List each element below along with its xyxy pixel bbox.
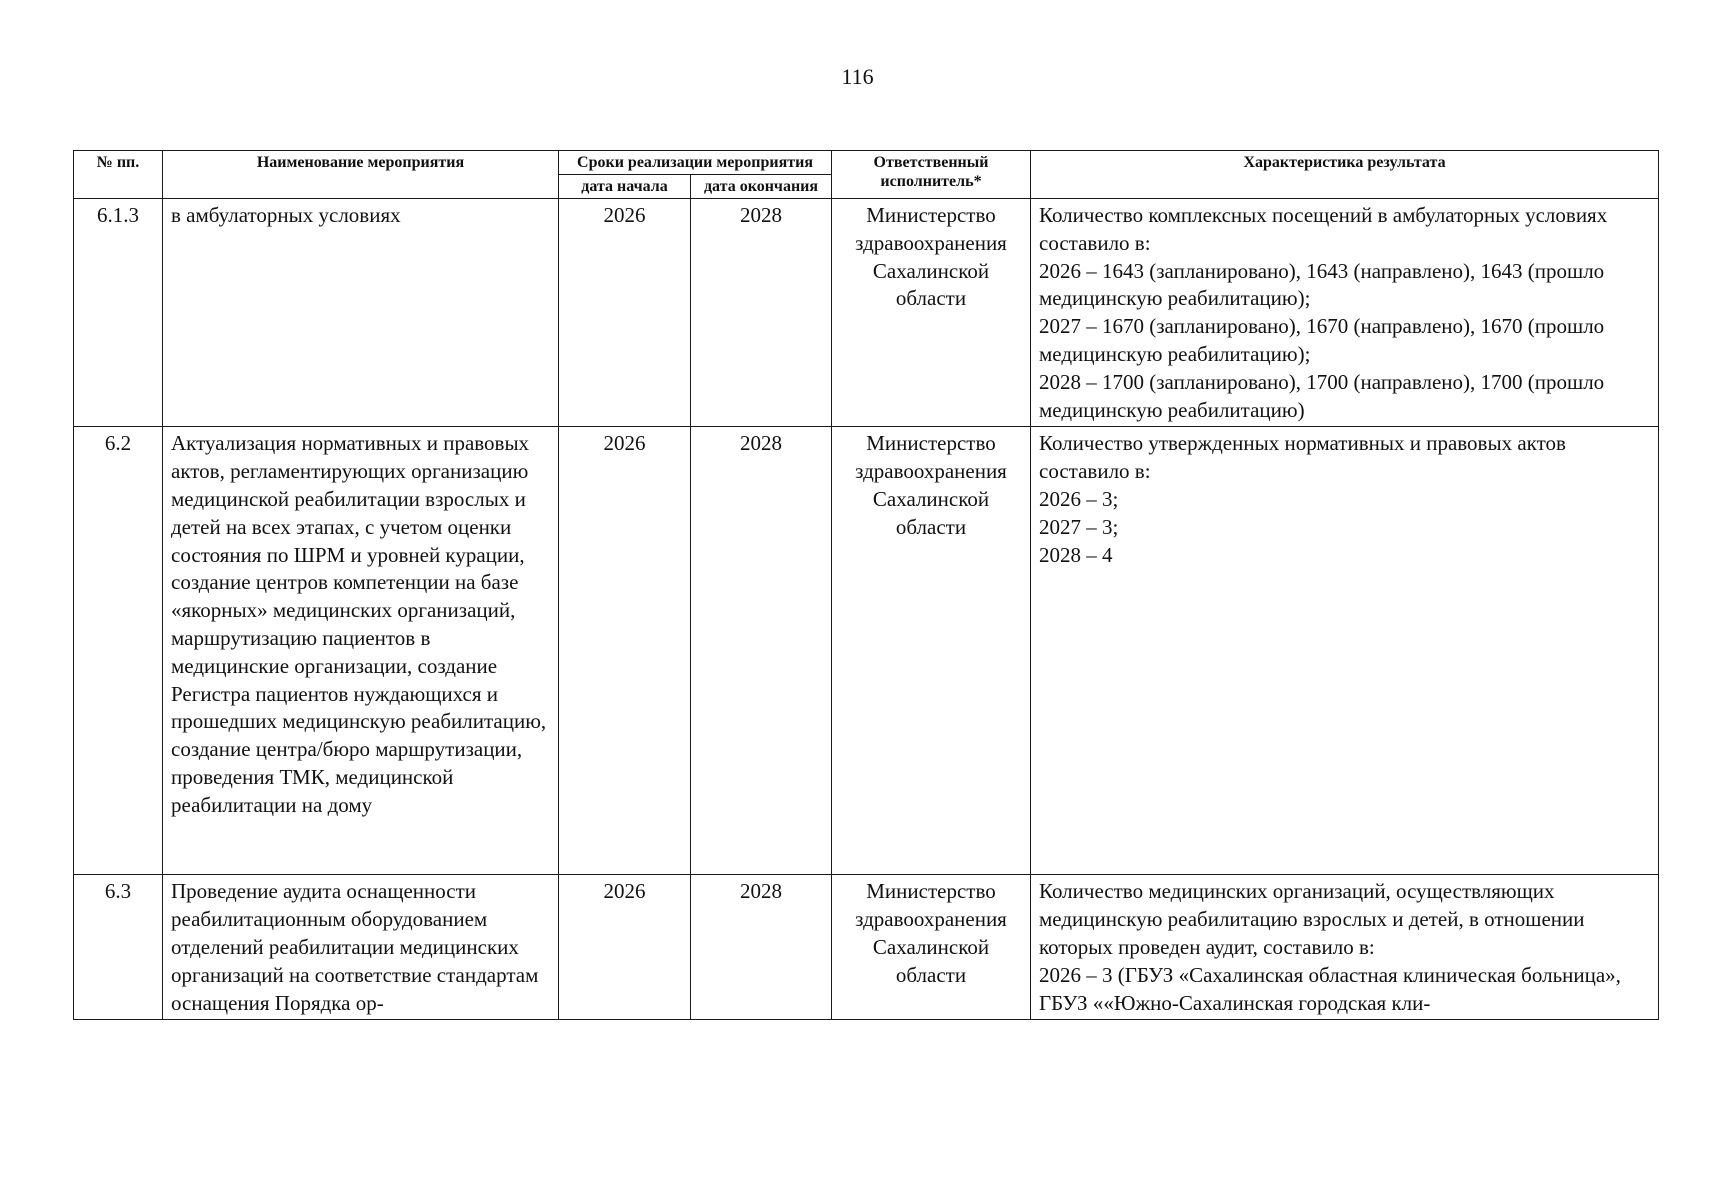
row-end-date: 2028 [691, 875, 832, 1020]
row-executor: Министерство здравоохранения Сахалинской области [832, 199, 1031, 427]
row-result: Количество утвержденных нормативных и правовых актов составило в: 2026 – 3; 2027 – 3; 2028 – 4 [1031, 427, 1659, 875]
row-result: Количество комплексных посещений в амбулаторных условиях составило в: 2026 – 1643 (запланировано), 1643 (направлено), 1643 (прошло медицинскую реабилитацию); 2027 – 1670 (запланировано), 1670 (направлено), 1670 (прошло медицинскую реабилитацию); 2028 – 1700 (запланировано), 1700 (направлено), 1700 (прошло медицинскую реабилитацию) [1031, 199, 1659, 427]
row-executor: Министерство здравоохранения Сахалинской области [832, 875, 1031, 1020]
page-number: 116 [841, 64, 874, 89]
row-start-date: 2026 [559, 875, 691, 1020]
row-name: Актуализация нормативных и правовых актов, регламентирующих организацию медицинской реабилитации взрослых и детей на всех этапах, с учетом оценки состояния по ШРМ и уровней курации, создание центров компетенции на базе «якорных» медицинских организаций, маршрутизацию пациентов в медицинские организации, создание Регистра пациентов нуждающихся и прошедших медицинскую реабилитацию, создание центра/бюро маршрутизации, проведения ТМК, медицинской реабилитации на дому [163, 427, 559, 875]
header-timing: Сроки реализации мероприятия [559, 151, 832, 175]
row-start-date: 2026 [559, 199, 691, 427]
row-num: 6.1.3 [74, 199, 163, 427]
activities-table [73, 150, 1659, 1020]
row-num: 6.2 [74, 427, 163, 875]
header-row [74, 151, 1659, 175]
row-end-date: 2028 [691, 199, 832, 427]
table-row [74, 427, 1659, 875]
header-start-date: дата начала [559, 175, 691, 199]
header-name: Наименование мероприятия [163, 151, 559, 199]
header-result: Характеристика результата [1031, 151, 1659, 199]
row-end-date: 2028 [691, 427, 832, 875]
header-executor: Ответственный исполнитель* [832, 151, 1031, 199]
row-result: Количество медицинских организаций, осуществляющих медицинскую реабилитацию взрослых и детей, в отношении которых проведен аудит, составило в: 2026 – 3 (ГБУЗ «Сахалинская областная клиническая больница», ГБУЗ ««Южно-Сахалинская городская кли- [1031, 875, 1659, 1020]
row-start-date: 2026 [559, 427, 691, 875]
table-row [74, 875, 1659, 1020]
table-row [74, 199, 1659, 427]
row-name: Проведение аудита оснащенности реабилитационным оборудованием отделений реабилитации медицинских организаций на соответствие стандартам оснащения Порядка ор- [163, 875, 559, 1020]
row-executor: Министерство здравоохранения Сахалинской области [832, 427, 1031, 875]
header-num: № пп. [74, 151, 163, 199]
row-name: в амбулаторных условиях [163, 199, 559, 427]
row-num: 6.3 [74, 875, 163, 1020]
header-end-date: дата окончания [691, 175, 832, 199]
